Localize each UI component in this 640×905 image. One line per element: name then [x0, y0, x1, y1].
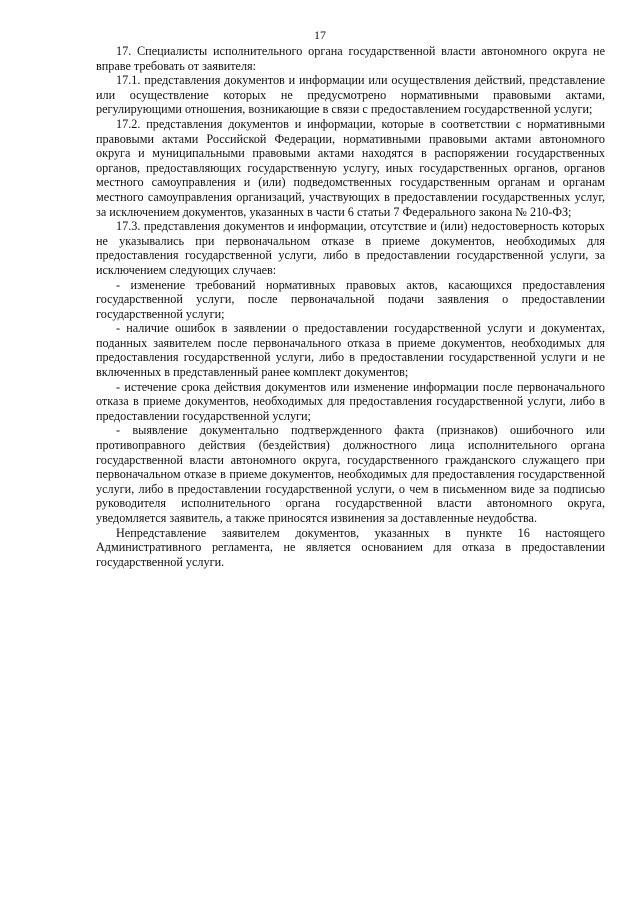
paragraph-17-3: 17.3. представления документов и информации, отсутствие и (или) недостоверность которых не указывались при первоначальном отказе в приеме документов, необходимых для предоставления государственной услуги, либо в предоставлении государственной услуги, за исключением следующих случаев:: [96, 219, 605, 277]
document-body: [96, 44, 605, 569]
paragraph-17-1: 17.1. представления документов и информации или осуществления действий, представление или осуществление которых не предусмотрено нормативными правовыми актами, регулирующими отношения, возникающие в связи с предоставлением государственной услуги;: [96, 73, 605, 117]
list-item-errors-in-application: - наличие ошибок в заявлении о предоставлении государственной услуги и документах, поданных заявителем после первоначального отказа в приеме документов, необходимых для предоставления государственной услуги, либо в предоставлении государственной услуги и не включенных в представленный ранее комплект документов;: [96, 321, 605, 380]
list-item-requirements-change: - изменение требований нормативных правовых актов, касающихся предоставления государственной услуги, после первоначальной подачи заявления о предоставлении государственной услуги;: [96, 277, 605, 321]
page-number: 17: [314, 28, 326, 42]
paragraph-17: 17. Специалисты исполнительного органа государственной власти автономного округа не вправе требовать от заявителя:: [96, 44, 605, 73]
paragraph-non-submission: Непредставление заявителем документов, указанных в пункте 16 настоящего Административного регламента, не является основанием для отказа в предоставлении государственной услуги.: [96, 525, 605, 569]
paragraph-17-2: 17.2. представления документов и информации, которые в соответствии с нормативными правовыми актами Российской Федерации, нормативными правовыми актами автономного округа и муниципальными правовыми актами находятся в распоряжении государственных органов, предоставляющих государственную услугу, иных государственных органов, органов местного самоуправления и (или) подведомственных государственным органам и органам местного самоуправления организаций, участвующих в предоставлении государственных услуг, за исключением документов, указанных в части 6 статьи 7 Федерального закона № 210-ФЗ;: [96, 116, 605, 219]
list-item-documents-expiry: - истечение срока действия документов или изменение информации после первоначального отказа в приеме документов, необходимых для предоставления государственной услуги, либо в предоставлении государственной услуги;: [96, 379, 605, 423]
list-item-erroneous-action: - выявление документально подтвержденного факта (признаков) ошибочного или противоправного действия (бездействия) должностного лица исполнительного органа государственной власти автономного округа, государственного гражданского служащего при первоначальном отказе в приеме документов, необходимых для предоставления государственной услуги, либо в предоставлении государственной услуги, о чем в письменном виде за подписью руководителя исполнительного органа государственной власти автономного округа, уведомляется заявитель, а также приносятся извинения за доставленные неудобства.: [96, 423, 605, 525]
